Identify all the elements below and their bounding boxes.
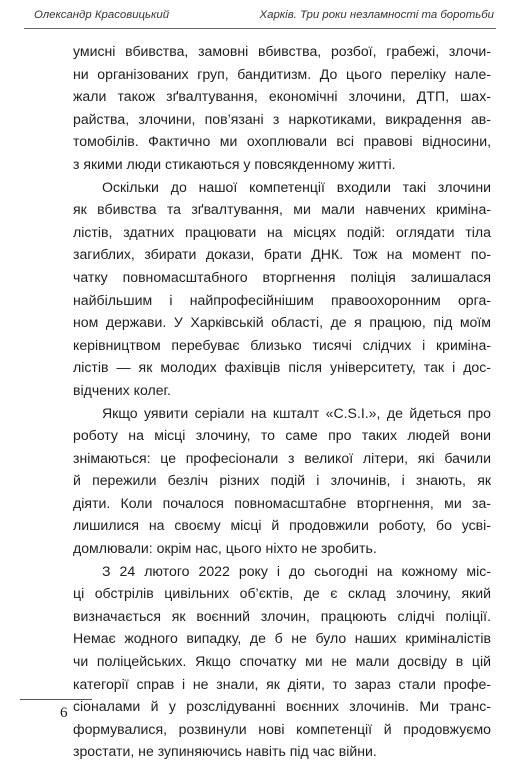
text-line: чи поліцейських. Якщо спочатку ми не мали досвіду в цій (73, 653, 491, 670)
text-line: лістів — як молодих фахівців після університету, так і дос- (73, 359, 491, 376)
text-line: Оскільки до нашої компетенції входили такі злочини (102, 178, 491, 195)
text-line: Якщо уявити серіали на кшталт «C.S.I.», де йдеться про (102, 404, 491, 421)
text-line: ни організованих груп, бандитизм. До цього переліку нале- (73, 65, 491, 82)
text-line: найбільшим і найпрофесійнішим правоохоронним орга- (73, 291, 491, 308)
paragraph (73, 402, 491, 560)
text-line: визначається як воєнний злочин, працюють слідчі поліції. (73, 607, 491, 624)
text-line: ном держави. У Харківській області, де я працюю, під моїм (73, 314, 491, 331)
text-line: райства, злочини, пов’язані з наркотиками, викрадення ав- (73, 110, 491, 127)
text-line: діяти. Коли почалося повномасштабне вторгнення, ми за- (73, 494, 491, 511)
text-line: формувалися, розвинули нові компетенції й продовжуємо (73, 720, 491, 737)
text-line: сіоналами й у розслідуванні воєнних злочинів. Ми транс- (73, 698, 491, 715)
text-line: жали також зґвалтування, економічні злочини, ДТП, шах- (73, 88, 491, 105)
text-line: категорії справ і не знали, як діяти, то зараз стали профе- (73, 675, 491, 692)
text-line: томобілів. Фактично ми охоплювали всі правові відносини, (73, 133, 491, 150)
text-line: домлювали: окрім нас, цього ніхто не зробить. (73, 540, 377, 557)
text-line: як вбивства та зґвалтування, ми мали навчених криміна- (73, 201, 491, 218)
text-line: зростати, не зупиняючись навіть під час війни. (73, 743, 377, 760)
running-header (24, 6, 496, 29)
text-line: загиблих, збирати докази, брати ДНК. Тож на момент по- (73, 246, 491, 263)
text-line: з якими люди стикаються у повсякденному житті. (73, 155, 396, 172)
text-line: знімаються: це професіонали з великої літери, які бачили (73, 449, 491, 466)
text-line: ці обстрілів цивільних об’єктів, де є склад злочину, який (73, 585, 491, 602)
text-line: умисні вбивства, замовні вбивства, розбої, грабежі, злочи- (73, 43, 491, 59)
paragraph (73, 40, 491, 176)
header-book-title: Харків. Три роки незламності та боротьби (259, 9, 494, 21)
header-author: Олександр Красовицький (34, 9, 170, 21)
text-line: роботу на місці злочину, то саме про таких людей вони (73, 427, 491, 444)
text-line: керівництвом перебуває близько тисячі слідчих і криміна- (73, 336, 491, 353)
page-number: 6 (60, 705, 68, 721)
text-line: чатку повномасштабного вторгнення поліція залишалася (73, 268, 491, 285)
text-line: й пережили безліч різних подій і злочинів, і знають, як (73, 472, 491, 489)
text-line: лістів, здатних працювати на місцях подій: оглядати тіла (73, 223, 491, 240)
text-line: лишилися на своєму місці й продовжили роботу, бо усві- (73, 517, 491, 534)
text-line: Немає жодного випадку, де б не було наших криміналістів (73, 630, 491, 647)
footer-rule (20, 699, 92, 700)
text-line: З 24 лютого 2022 року і до сьогодні на кожному міс- (102, 562, 491, 579)
paragraph (73, 560, 491, 763)
text-line: відчених колег. (73, 381, 171, 398)
body-text (73, 40, 491, 763)
paragraph (73, 176, 491, 402)
